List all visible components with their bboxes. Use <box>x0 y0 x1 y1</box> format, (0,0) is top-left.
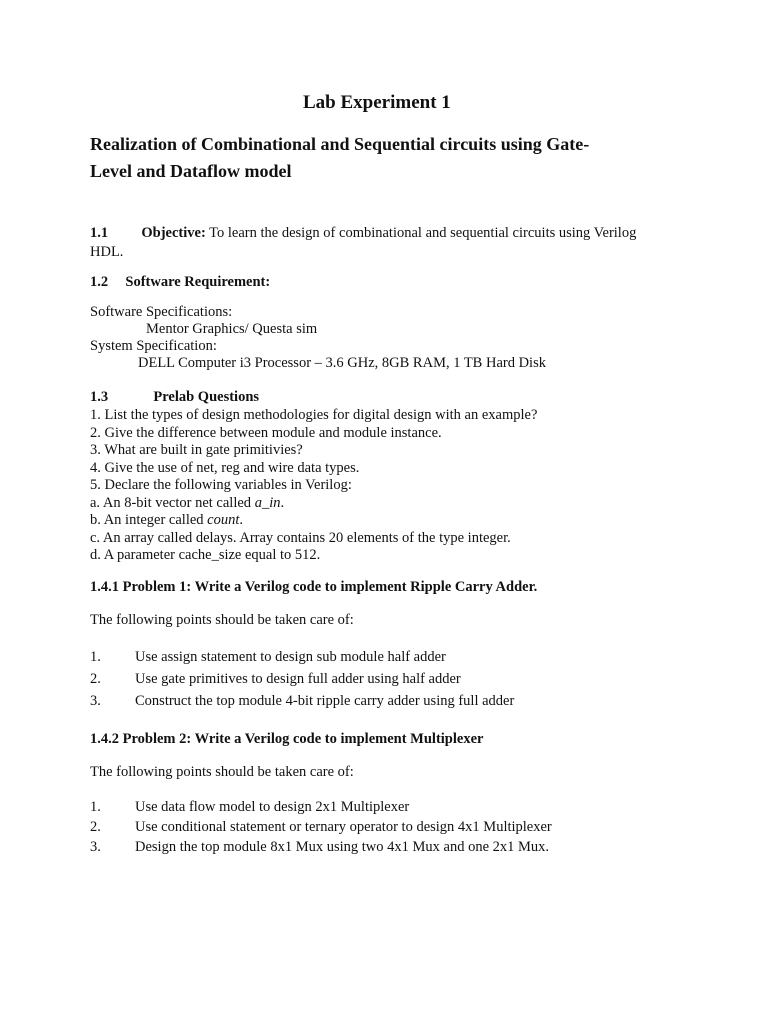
section-number: 1.3 <box>90 389 109 405</box>
objective-label: Objective: <box>141 225 206 241</box>
prelab-question-1: 1. List the types of design methodologies for digital design with an example? <box>90 407 538 423</box>
prelab-question-2: 2. Give the difference between module and module instance. <box>90 424 442 441</box>
subtitle-line-2: Level and Dataflow model <box>90 161 292 181</box>
problem-2-heading: 1.4.2 Problem 2: Write a Verilog code to implement Multiplexer <box>90 731 484 747</box>
problem-2-intro: The following points should be taken care of: <box>90 764 354 780</box>
section-number: 1.1 <box>90 225 109 241</box>
section-number: 1.2 <box>90 274 109 290</box>
prelab-question-4: 4. Give the use of net, reg and wire data types. <box>90 459 360 476</box>
problem-2-item-1: Use data flow model to design 2x1 Multiplexer <box>135 799 410 815</box>
problem-1-item-2-number: 2. <box>90 671 101 687</box>
section-1-2-heading <box>90 274 270 291</box>
objective-text: To learn the design of combinational and sequential circuits using Verilog <box>205 225 637 241</box>
prelab-question-list <box>90 407 537 565</box>
problem-2-item-3-number: 3. <box>90 839 101 855</box>
problem-2-item-3: Design the top module 8x1 Mux using two 4x1 Mux and one 2x1 Mux. <box>135 839 550 855</box>
software-requirement-label: Software Requirement: <box>125 274 271 290</box>
prelab-label: Prelab Questions <box>153 389 260 405</box>
prelab-question-5: 5. Declare the following variables in Verilog: <box>90 477 352 493</box>
problem-2-item-2: Use conditional statement or ternary operator to design 4x1 Multiplexer <box>135 819 552 835</box>
page-title: Lab Experiment 1 <box>303 92 451 113</box>
prelab-question-5c: c. An array called delays. Array contains 20 elements of the type integer. <box>90 529 511 546</box>
section-1-3-heading <box>90 389 259 406</box>
problem-1-item-1: Use assign statement to design sub module half adder <box>135 649 446 665</box>
problem-2-item-1-number: 1. <box>90 799 101 815</box>
problem-1-item-3: Construct the top module 4-bit ripple carry adder using full adder <box>135 693 515 709</box>
prelab-question-5d: d. A parameter cache_size equal to 512. <box>90 547 321 563</box>
software-spec-label: Software Specifications: <box>90 304 233 320</box>
problem-1-intro: The following points should be taken care of: <box>90 612 354 628</box>
problem-1-item-3-number: 3. <box>90 693 101 709</box>
software-spec-value: Mentor Graphics/ Questa sim <box>146 321 318 337</box>
objective-text-cont: HDL. <box>90 244 124 260</box>
prelab-question-5a: a. An 8-bit vector net called a_in. <box>90 494 285 511</box>
experiment-subtitle <box>90 131 690 185</box>
prelab-question-5b: b. An integer called count. <box>90 512 244 528</box>
subtitle-line-1: Realization of Combinational and Sequential circuits using Gate- <box>90 134 590 154</box>
system-spec-label: System Specification: <box>90 338 217 354</box>
section-1-1 <box>90 225 636 242</box>
system-spec-value: DELL Computer i3 Processor – 3.6 GHz, 8GB RAM, 1 TB Hard Disk <box>138 355 546 371</box>
problem-1-item-2: Use gate primitives to design full adder using half adder <box>135 671 461 687</box>
prelab-question-3: 3. What are built in gate primitivies? <box>90 442 303 458</box>
problem-1-item-1-number: 1. <box>90 649 101 665</box>
problem-2-item-2-number: 2. <box>90 819 101 835</box>
problem-1-heading: 1.4.1 Problem 1: Write a Verilog code to implement Ripple Carry Adder. <box>90 579 538 595</box>
